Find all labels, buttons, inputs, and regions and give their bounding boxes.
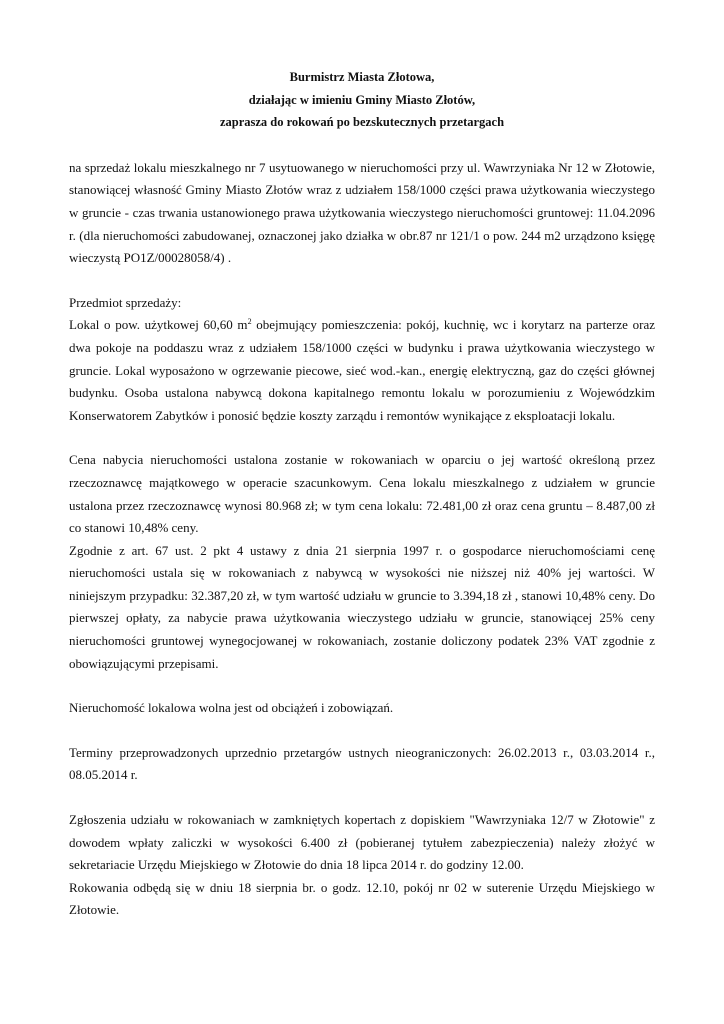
subject-paragraph (69, 314, 655, 427)
submissions-paragraph-2: Rokowania odbędą się w dniu 18 sierpnia br. o godz. 12.10, pokój nr 02 w suterenie Urzędu Miejskiego w Złotowie. (69, 879, 655, 918)
area-superscript: 2 (247, 317, 252, 327)
header-line-1: Burmistrz Miasta Złotowa, (289, 70, 435, 84)
header-line-2: działając w imieniu Gminy Miasto Złotów, (248, 92, 476, 107)
submissions-paragraph-1: Zgłoszenia udziału w rokowaniach w zamkniętych kopertach z dopiskiem "Wawrzyniaka 12/7 w Złotowie" z dowodem wpłaty zaliczki w wysokości 6.400 zł (pobieranej tytułem zabezpieczenia) należy złożyć w sekretariacie Urzędu Miejskiego w Złotowie do dnia 18 lipca 2014 r. do godziny 12.00. (69, 812, 655, 873)
subject-heading: Przedmiot sprzedaży: (69, 294, 182, 310)
document-header (69, 66, 655, 134)
header-line-3: zaprasza do rokowań po bezskutecznych przetargach (219, 115, 505, 130)
price-paragraph-1: Cena nabycia nieruchomości ustalona zostanie w rokowaniach w oparciu o jej wartość określoną przez rzeczoznawcę majątkowego w operacie szacunkowym. Cena lokalu mieszkalnego z udziałem w gruncie ustalona przez rzeczoznawcę wynosi 80.968 zł; w tym cena lokalu: 72.481,00 zł oraz cena gruntu – 8.487,00 zł co stanowi 10,48% ceny. (69, 452, 655, 536)
intro-paragraph: na sprzedaż lokalu mieszkalnego nr 7 usytuowanego w nieruchomości przy ul. Wawrzyniaka Nr 12 w Złotowie, stanowiącej własność Gminy Miasto Złotów wraz z udziałem 158/1000 części prawa użytkowania wieczystego w gruncie - czas trwania ustanowionego prawa użytkowania wieczystego nieruchomości gruntowej: 11.04.2096 r. (dla nieruchomości zabudowanej, oznaczonej jako działka w obr.87 nr 121/1 o pow. 244 m2 urządzono księgę wieczystą PO1Z/00028058/4) . (69, 159, 655, 266)
area-prefix: Lokal o pow. użytkowej 60,60 m (69, 317, 248, 333)
area-suffix: obejmujący pomieszczenia: pokój, kuchnię, wc i korytarz na parterze oraz dwa pokoje na poddaszu wraz z udziałem 158/1000 części w budynku i prawa użytkowania wieczystego w gruncie. Lokal wyposażono w ogrzewanie piecowe, sieć wod.-kan., energię elektryczną, gaz do części głównej budynku. Osoba ustalona nabywcą dokona kapitalnego remontu lokalu w porozumieniu z Wojewódzkim Konserwatorem Zabytków i ponosić będzie koszty zarządu i remontów wynikające z eksploatacji lokalu. (69, 317, 656, 423)
encumbrance-paragraph: Nieruchomość lokalowa wolna jest od obciążeń i zobowiązań. (69, 700, 394, 716)
price-paragraph-2: Zgodnie z art. 67 ust. 2 pkt 4 ustawy z dnia 21 sierpnia 1997 r. o gospodarce nieruchomościami cenę nieruchomości ustala się w rokowaniach z nabywcą w wysokości nie niższej niż 40% jej wartości. W niniejszym przypadku: 32.387,20 zł, w tym wartość udziału w gruncie to 3.394,18 zł , stanowi 10,48% ceny. Do pierwszej opłaty, za nabycie prawa użytkowania wieczystego udziału w gruncie, stanowiącej 25% ceny nieruchomości gruntowej wynegocjowanej w rokowaniach, zostanie doliczony podatek 23% VAT zgodnie z obowiązującymi przepisami. (69, 542, 655, 671)
document-page (69, 66, 655, 922)
terms-paragraph: Terminy przeprowadzonych uprzednio przetargów ustnych nieograniczonych: 26.02.2013 r., 03.03.2014 r., 08.05.2014 r. (69, 744, 655, 783)
